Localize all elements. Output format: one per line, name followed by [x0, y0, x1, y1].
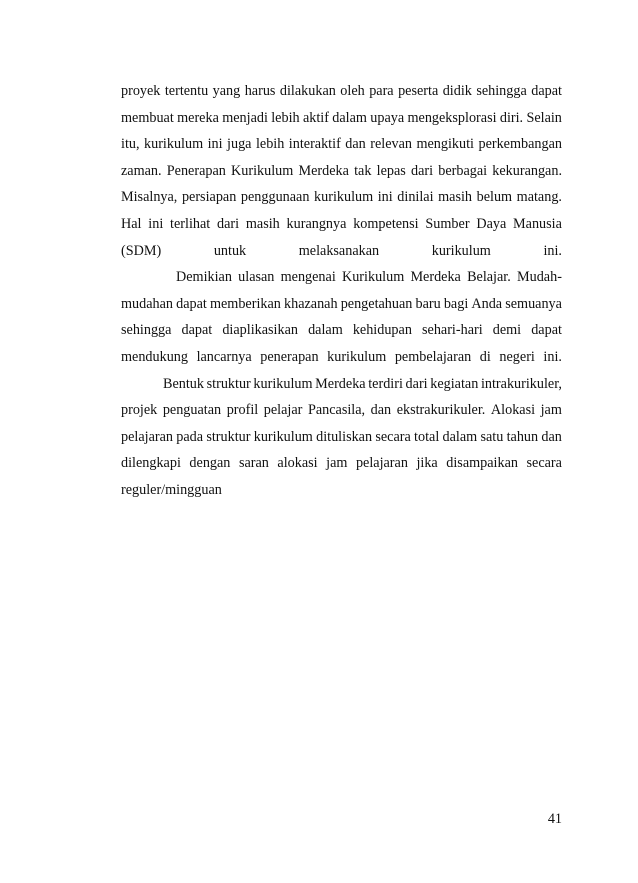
word: lancarnya: [196, 348, 252, 365]
word: ini.: [543, 242, 562, 259]
word: dapat: [531, 83, 562, 99]
word: mereka: [177, 109, 219, 126]
word: lepas: [376, 162, 406, 179]
word: masih: [245, 215, 280, 232]
word: (SDM): [121, 242, 162, 259]
text-line: [121, 184, 562, 211]
word: kurikulum: [144, 136, 204, 153]
word: persiapan: [181, 189, 237, 206]
word: proyek: [121, 83, 161, 99]
word: matang.: [516, 189, 562, 206]
word: Pancasila,: [307, 402, 366, 419]
word: disampaikan: [446, 455, 518, 472]
word: saran: [238, 455, 269, 472]
word: secara: [375, 428, 411, 445]
text-line: [121, 264, 562, 291]
word: mengenai: [280, 269, 336, 286]
word: melaksanakan: [298, 242, 380, 259]
word: mengeksplorasi: [407, 109, 497, 126]
word: Alokasi: [490, 402, 536, 419]
word: total: [414, 428, 440, 445]
word: dengan: [189, 455, 231, 472]
word: interaktif: [288, 136, 341, 153]
word: semuanya: [505, 295, 562, 312]
word: baru: [415, 295, 441, 312]
word: mengikuti: [416, 136, 474, 153]
word: dapat: [531, 322, 562, 339]
word: Mudah-: [517, 269, 562, 286]
word: Bentuk: [163, 375, 204, 392]
word: kurangnya: [286, 215, 347, 232]
text-line: [121, 238, 562, 265]
word: Penerapan: [166, 162, 226, 179]
text-line: [121, 344, 562, 371]
word: dinilai: [397, 189, 434, 206]
word: dari: [217, 215, 240, 232]
word: kurikulum: [327, 348, 387, 365]
word: pelajaran: [355, 455, 408, 472]
word: tertentu: [164, 83, 209, 99]
word: dan: [370, 402, 392, 419]
word: jam: [326, 455, 348, 472]
word: dapat: [176, 295, 207, 312]
word: yang: [212, 83, 241, 99]
body-text: [121, 78, 562, 504]
word: didik: [442, 83, 472, 99]
word: dari: [410, 162, 434, 179]
word: kurikulum: [431, 242, 491, 259]
word: ini: [377, 189, 393, 206]
word: ini: [148, 215, 164, 232]
word: terdiri: [368, 375, 403, 392]
word: dan: [345, 136, 366, 153]
text-line: [121, 371, 562, 398]
word: Belajar.: [467, 269, 511, 286]
word: peserta: [398, 83, 439, 99]
word: belum: [476, 189, 513, 206]
word: sehingga: [121, 322, 172, 339]
word: masih: [438, 189, 473, 206]
word: penguatan: [162, 402, 222, 419]
text-line: [121, 105, 562, 132]
word: sehingga: [476, 83, 527, 99]
word: Demikian: [176, 269, 232, 286]
word: penggunaan: [240, 189, 310, 206]
word: ini: [207, 136, 223, 153]
word: dalam: [442, 428, 478, 445]
text-line: [121, 78, 562, 105]
word: harus: [244, 83, 276, 99]
word: mendukung: [121, 348, 188, 365]
word: pembelajaran: [394, 348, 472, 365]
word: mudahan: [121, 295, 174, 312]
word: lebih: [255, 136, 285, 153]
word: Manusia: [513, 215, 562, 232]
word: jam: [540, 402, 562, 419]
word: dalam: [332, 109, 367, 126]
word: menjadi: [222, 109, 268, 126]
word: kurikulum: [253, 428, 313, 445]
word: pelajar: [263, 402, 303, 419]
word: kegiatan: [430, 375, 479, 392]
word: intrakurikuler,: [480, 375, 562, 392]
text-line: [121, 450, 562, 477]
word: dapat: [181, 322, 213, 339]
word: dan: [541, 428, 562, 445]
word: aktif: [302, 109, 329, 126]
word: terlihat: [170, 215, 211, 232]
word: diaplikasikan: [222, 322, 298, 339]
word: dalam: [308, 322, 343, 339]
text-line: [121, 424, 562, 451]
text-line: [121, 291, 562, 318]
word: Merdeka: [315, 375, 366, 392]
word: membuat: [121, 109, 174, 126]
word: ini.: [543, 348, 562, 365]
word: oleh: [340, 83, 365, 99]
word: projek: [121, 402, 158, 419]
word: berbagai: [438, 162, 488, 179]
word: upaya: [370, 109, 405, 126]
word: tahun: [506, 428, 539, 445]
word: dilengkapi: [121, 455, 181, 472]
word: ekstrakurikuler.: [396, 402, 486, 419]
word: kehidupan: [352, 322, 412, 339]
word: Merdeka: [410, 269, 461, 286]
text-line: [121, 211, 562, 238]
page-number: 41: [547, 811, 562, 827]
word: diri.: [499, 109, 524, 126]
word: Sumber: [425, 215, 470, 232]
word: Hal: [121, 215, 142, 232]
word: pelajaran: [121, 428, 173, 445]
word: lebih: [271, 109, 300, 126]
word: di: [479, 348, 491, 365]
text-line: [121, 158, 562, 185]
word: jika: [416, 455, 438, 472]
word: Daya: [476, 215, 507, 232]
word: struktur: [206, 375, 251, 392]
word: untuk: [213, 242, 247, 259]
word: pengetahuan: [340, 295, 413, 312]
word: pada: [176, 428, 204, 445]
word: kompetensi: [353, 215, 419, 232]
text-line: reguler/mingguan: [121, 481, 222, 498]
word: bagi: [443, 295, 469, 312]
word: negeri: [499, 348, 535, 365]
word: Anda: [471, 295, 503, 312]
word: perkembangan: [478, 136, 562, 153]
text-line: [121, 131, 562, 158]
word: dari: [405, 375, 428, 392]
word: struktur: [206, 428, 251, 445]
word: juga: [227, 136, 252, 153]
word: Merdeka: [298, 162, 349, 179]
word: relevan: [370, 136, 412, 153]
word: dituliskan: [316, 428, 373, 445]
text-line: [121, 397, 562, 424]
word: Kurikulum: [231, 162, 294, 179]
word: itu,: [121, 136, 140, 153]
word: kekurangan.: [492, 162, 562, 179]
word: profil: [226, 402, 259, 419]
word: satu: [480, 428, 504, 445]
word: khazanah: [284, 295, 338, 312]
word: Selain: [526, 109, 562, 126]
word: Kurikulum: [341, 269, 405, 286]
word: zaman.: [121, 162, 162, 179]
word: kurikulum: [253, 375, 313, 392]
word: penerapan: [260, 348, 319, 365]
word: Misalnya,: [121, 189, 178, 206]
text-line: [121, 317, 562, 344]
word: ulasan: [238, 269, 275, 286]
word: memberikan: [209, 295, 281, 312]
word: sehari-hari: [422, 322, 483, 339]
word: secara: [526, 455, 562, 472]
word: tak: [354, 162, 372, 179]
word: kurikulum: [314, 189, 374, 206]
word: demi: [492, 322, 522, 339]
word: alokasi: [277, 455, 318, 472]
word: dilakukan: [279, 83, 336, 99]
word: para: [369, 83, 394, 99]
